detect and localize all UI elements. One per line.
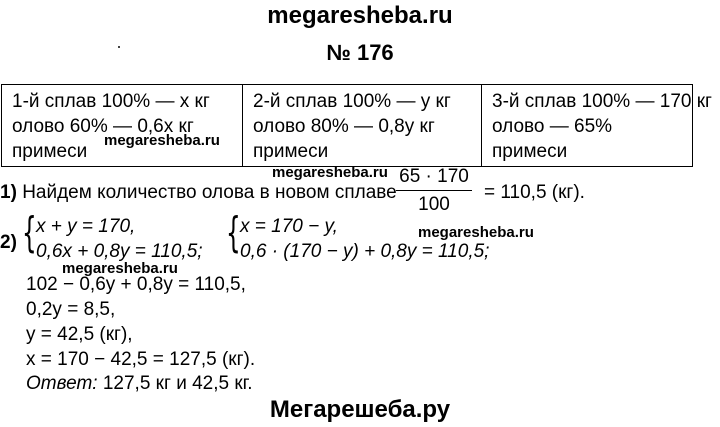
table-row — [2, 85, 693, 167]
fraction — [396, 166, 472, 216]
step-1-number: 1) — [0, 182, 17, 203]
system-2-eq-2: 0,6 · (170 − y) + 0,8y = 110,5; — [240, 241, 490, 262]
step-2-number: 2) — [0, 232, 17, 253]
watermark: megaresheba.ru — [62, 260, 178, 277]
system-1-eq-2: 0,6x + 0,8y = 110,5; — [36, 241, 203, 262]
step-1-result: = 110,5 (кг). — [484, 182, 585, 203]
watermark: megaresheba.ru — [418, 224, 534, 241]
fraction-bar — [396, 190, 472, 191]
step-1-text: Найдем количество олова в новом сплаве — [22, 182, 397, 203]
answer-text: 127,5 кг и 42,5 кг. — [102, 373, 253, 394]
solution-line-2: 0,2y = 8,5, — [26, 299, 116, 320]
alloy-3-cell — [482, 85, 712, 167]
problem-number: № 176 — [326, 40, 394, 65]
alloy-1-tin: олово 60% — 0,6x кг — [12, 116, 194, 137]
system-1-eq-1: x + y = 170, — [36, 216, 136, 237]
watermark: megaresheba.ru — [272, 164, 388, 181]
solution-line-4: x = 170 − 42,5 = 127,5 (кг). — [26, 349, 256, 370]
alloy-3-total: 3-й сплав 100% — 170 кг — [492, 91, 712, 112]
system-2-eq-1: x = 170 − y, — [240, 216, 338, 237]
watermark: megaresheba.ru — [104, 132, 220, 149]
solution-line-3: y = 42,5 (кг), — [26, 324, 133, 345]
fraction-numerator: 65 · 170 — [399, 166, 469, 187]
step-1-line — [0, 182, 397, 204]
alloy-1-cell — [2, 85, 243, 167]
alloy-1-total: 1-й сплав 100% — x кг — [12, 91, 210, 112]
alloy-2-cell — [243, 85, 482, 167]
alloy-3-tin: олово — 65% — [492, 116, 613, 137]
solution-line-1: 102 − 0,6y + 0,8y = 110,5, — [26, 274, 246, 295]
answer-line — [26, 373, 253, 395]
alloy-1-impurities: примеси — [12, 141, 88, 162]
alloy-3-impurities: примеси — [492, 141, 568, 162]
fraction-denominator: 100 — [418, 194, 450, 215]
alloy-2-total: 2-й сплав 100% — y кг — [253, 91, 451, 112]
alloy-2-impurities: примеси — [253, 141, 329, 162]
system-2-brace-icon: { — [226, 208, 241, 257]
system-1-brace-icon: { — [22, 208, 37, 257]
alloys-table — [1, 84, 712, 167]
answer-label: Ответ: — [26, 373, 98, 394]
site-title: megaresheba.ru — [267, 2, 453, 29]
footer-site-name: Мегарешеба.ру — [269, 396, 451, 423]
alloy-2-tin: олово 80% — 0,8y кг — [253, 116, 435, 137]
